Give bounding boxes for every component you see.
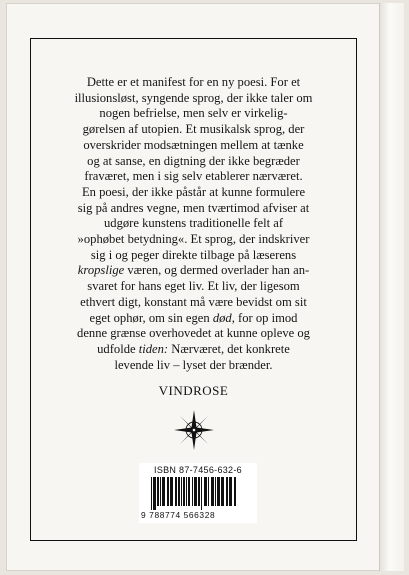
barcode-bar — [175, 477, 177, 506]
barcode-bar — [183, 477, 185, 506]
blurb-line: En poesi, der ikke påstår at kunne formulere — [81, 184, 306, 199]
blurb-text: væren, og dermed overlader han an- — [124, 263, 310, 278]
blurb-line — [44, 311, 343, 327]
barcode-bar — [153, 477, 156, 510]
isbn-barcode — [139, 463, 257, 523]
blurb-line: svaret for hans eget liv. Et liv, der ligesom — [87, 279, 300, 294]
barcode-bar — [170, 477, 173, 506]
blurb-line: »ophøbet betydning«. Et sprog, der indskriver — [77, 232, 310, 247]
blurb-line: illusionsløst, syngende sprog, der ikke taler om — [74, 90, 313, 105]
barcode-bar — [162, 477, 165, 506]
cover-hinge-edge — [379, 3, 404, 571]
compass-rose-icon — [173, 409, 215, 451]
barcode-bar — [181, 477, 182, 506]
blurb-text: , for op imod — [231, 310, 298, 325]
barcode-bar — [208, 477, 209, 506]
barcode-bar — [186, 477, 187, 506]
barcode-bars — [151, 477, 253, 510]
blurb-line: gørelsen af utopien. Et musikalsk sprog, der — [82, 122, 305, 137]
blurb-text: udfolde — [97, 341, 139, 356]
blurb-emphasis: tiden: — [138, 341, 169, 356]
blurb-line: sig i og peger direkte tilbage på læserens — [90, 247, 297, 262]
blurb-line: og at sanse, en digtning der ikke begræder — [87, 153, 300, 168]
barcode-bar — [157, 477, 159, 506]
barcode-bar — [188, 477, 190, 506]
barcode-bar — [226, 477, 228, 506]
blurb-line: denne grænse overhovedet at kunne opleve og — [77, 326, 310, 341]
blurb-emphasis: død — [212, 310, 232, 325]
blurb-line: ethvert digt, konstant må være bevidst om sit — [80, 294, 307, 309]
blurb-text: eget ophør, om sin egen — [89, 310, 213, 325]
barcode-bar — [217, 477, 220, 506]
blurb-line — [44, 342, 343, 358]
blurb-line — [44, 263, 343, 279]
back-cover-blurb — [44, 75, 343, 373]
barcode-bar — [229, 477, 232, 506]
barcode-bar — [167, 477, 169, 506]
barcode-bar — [194, 477, 197, 506]
barcode-bar — [204, 477, 207, 506]
blurb-emphasis: kropslige — [77, 263, 125, 278]
barcode-bar — [215, 477, 216, 506]
barcode-bar — [201, 477, 202, 510]
blurb-line: levende liv – lyset der brænder. — [114, 357, 273, 372]
blurb-text: Nærværet, det konkrete — [168, 341, 290, 356]
barcode-bar — [178, 477, 180, 506]
ean-digits: 9 788774 566328 — [141, 510, 216, 520]
barcode-bar — [221, 477, 224, 506]
blurb-line: fraværet, men i sig selv etablerer nærværet. — [84, 169, 303, 184]
blurb-line: nogen befrielse, men selv er virkelig- — [99, 106, 288, 121]
blurb-line: udgøre kunstens traditionelle felt af — [103, 216, 284, 231]
blurb-line: Dette er et manifest for en ny poesi. For et — [86, 75, 301, 89]
blurb-line: overskrider modsætningen mellem at tænke — [83, 137, 304, 152]
barcode-bar — [151, 477, 152, 510]
blurb-line: sig på andres vegne, men tværtimod afviser at — [77, 200, 310, 215]
barcode-bar — [234, 477, 236, 506]
publisher-name: VINDROSE — [158, 383, 229, 398]
barcode-bar — [160, 477, 161, 506]
barcode-bar — [192, 477, 193, 506]
isbn-label: ISBN 87-7456-632-6 — [154, 465, 242, 475]
barcode-bar — [211, 477, 214, 506]
barcode-bar — [198, 477, 200, 506]
